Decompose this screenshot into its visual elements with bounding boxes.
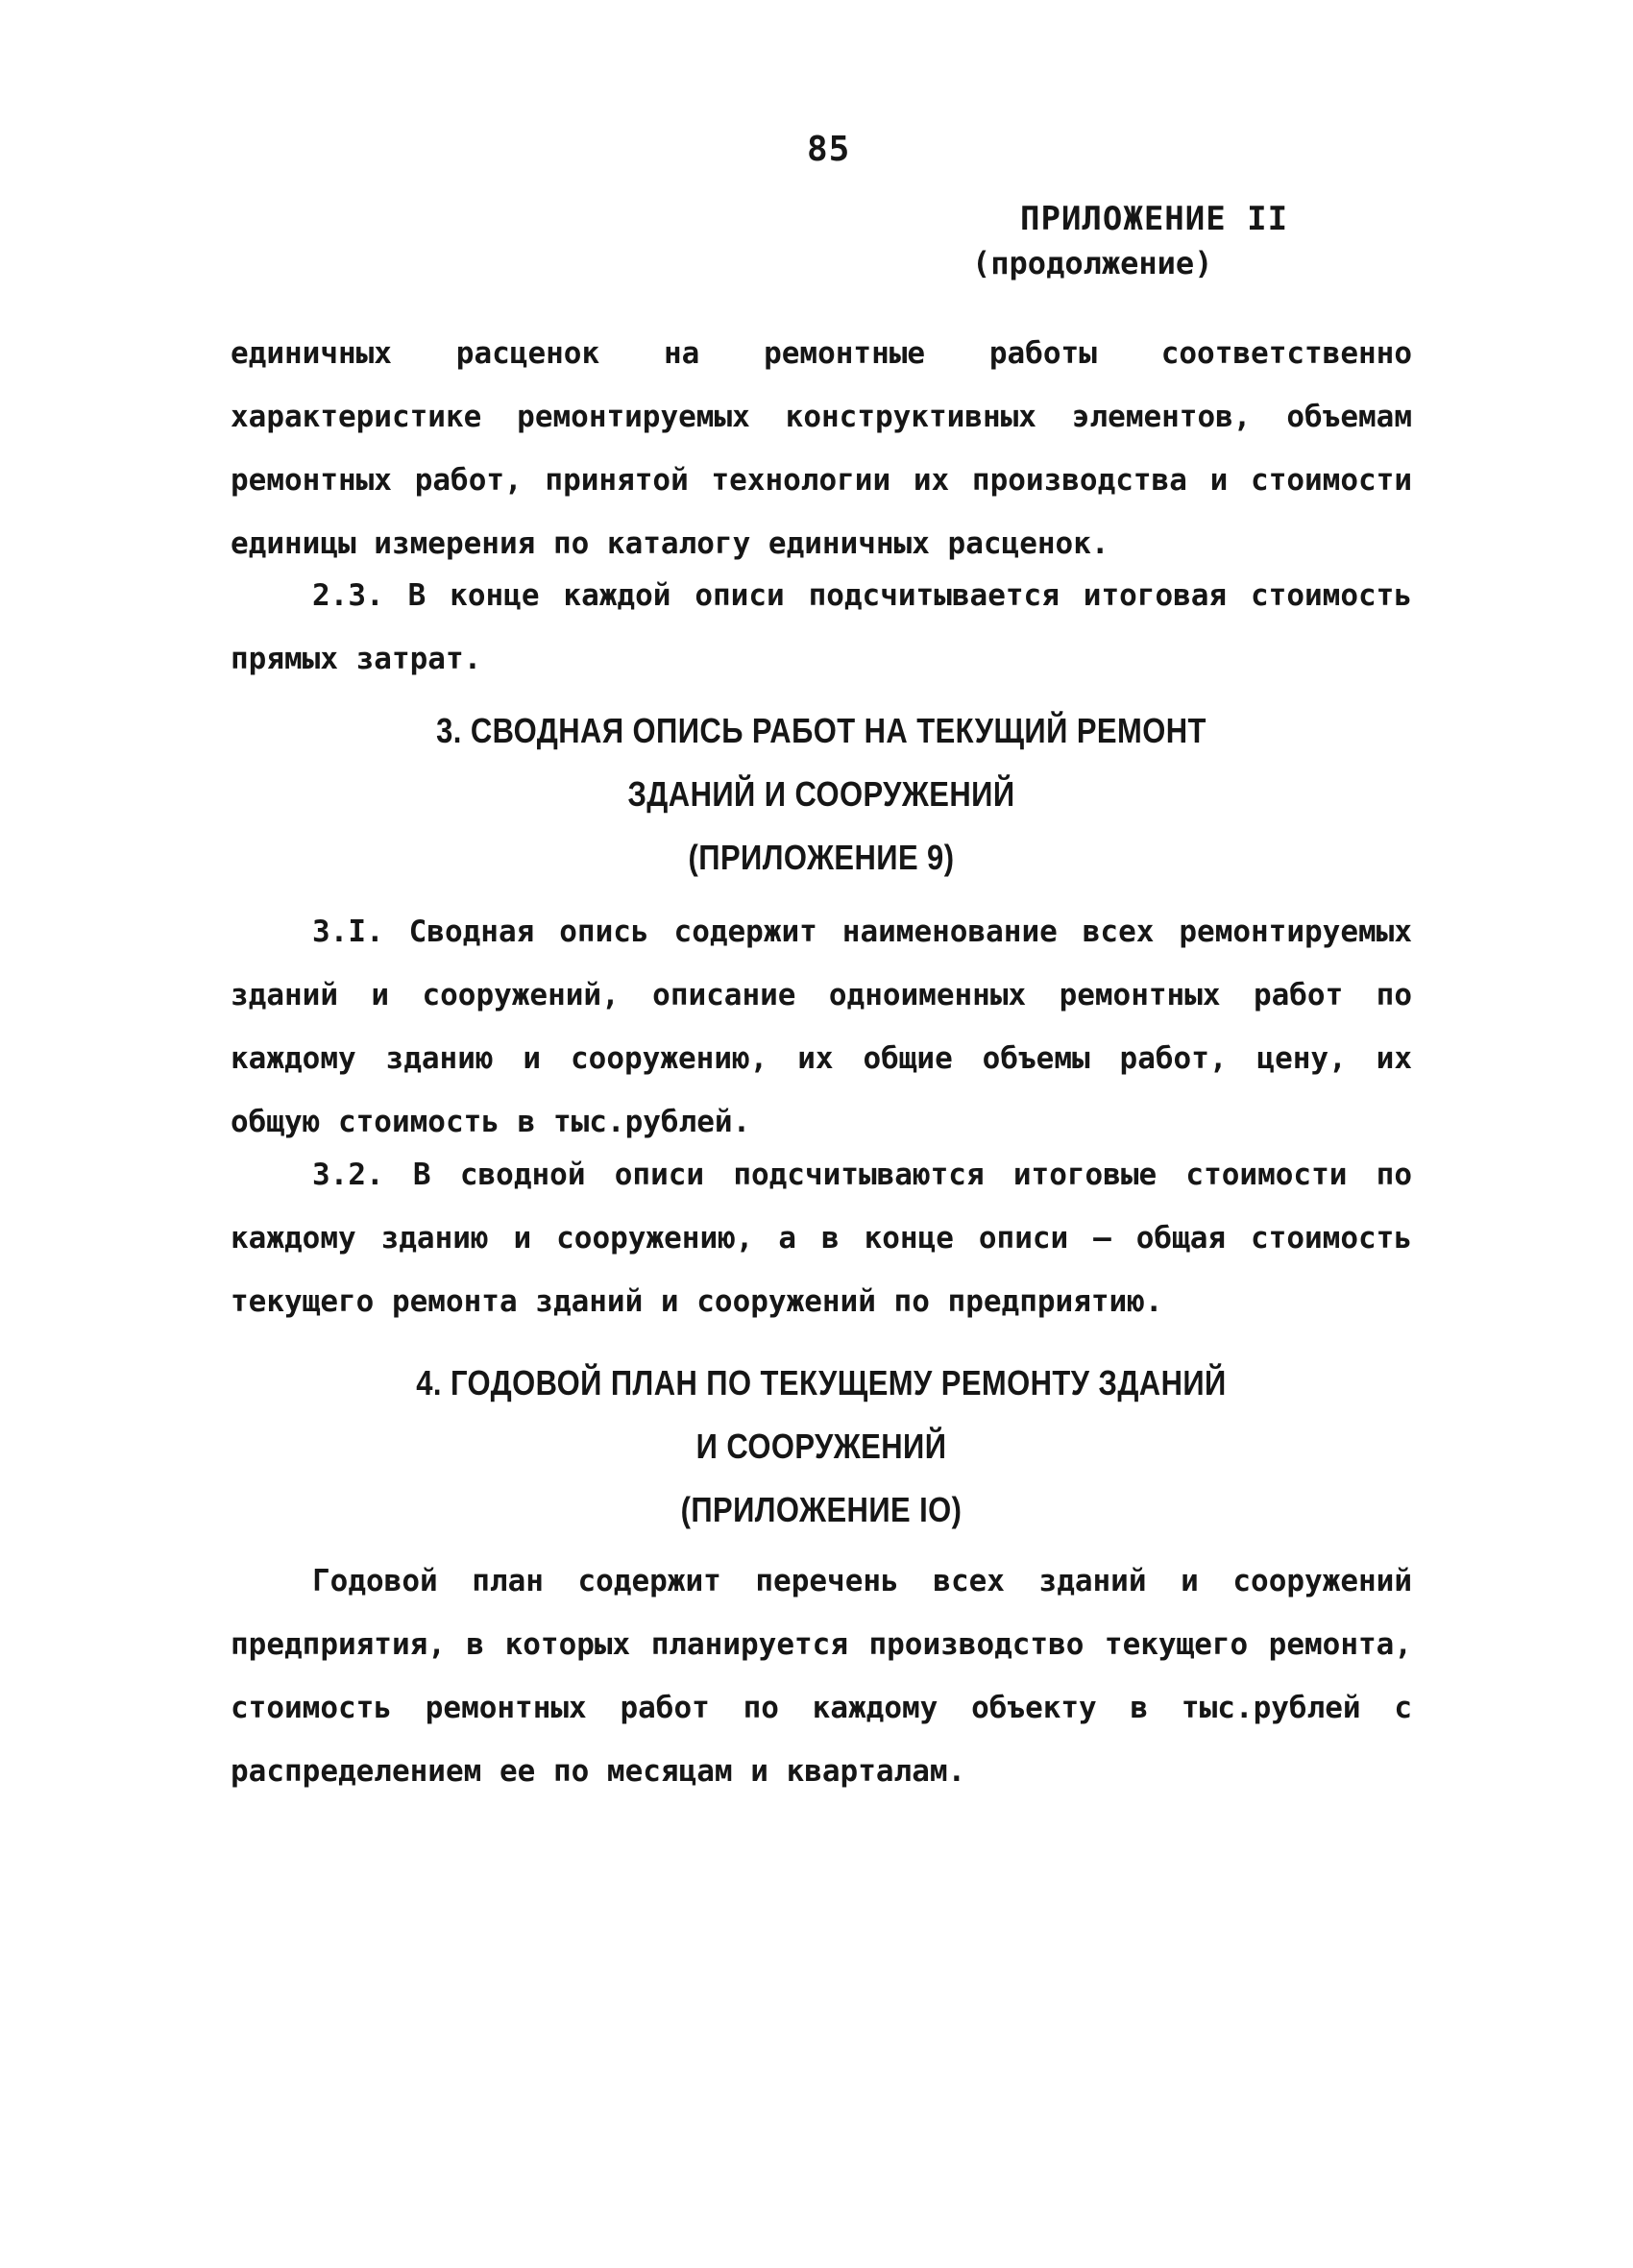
appendix-label: ПРИЛОЖЕНИЕ II <box>1020 200 1289 238</box>
page-number: 85 <box>807 130 851 169</box>
section-4-heading <box>313 1352 1329 1542</box>
section-3-heading-line-1: 3. СВОДНАЯ ОПИСЬ РАБОТ НА ТЕКУЩИЙ РЕМОНТ <box>436 711 1206 750</box>
paragraph-3-2: 3.2. В сводной описи подсчитываются итоговые стоимости по каждому зданию и сооружению, а в конце описи – общая стоимость текущего ремонта зданий и сооружений по предприятию. <box>231 1158 1412 1319</box>
paragraph-2-3: 2.3. В конце каждой описи подсчитывается итоговая стоимость прямых затрат. <box>231 578 1412 676</box>
section-3-heading <box>313 699 1329 890</box>
section-3-heading-line-3: (ПРИЛОЖЕНИЕ 9) <box>688 838 955 877</box>
intro-paragraph: единичных расценок на ремонтные работы соответственно характеристике ремонтируемых конструктивных элементов, объемам ремонтных работ, принятой технологии их производства и стоимости единицы измерения по каталогу единичных расценок. <box>231 336 1412 561</box>
section-4-heading-line-3: (ПРИЛОЖЕНИЕ IO) <box>680 1490 963 1529</box>
section-4-paragraph: Годовой план содержит перечень всех зданий и сооружений предприятия, в которых планируется производство текущего ремонта, стоимость ремонтных работ по каждому объекту в тыс.рублей с распределением ее по месяцам и кварталам. <box>231 1564 1412 1789</box>
appendix-continuation: (продолжение) <box>972 245 1213 281</box>
paragraph-3-1: 3.I. Сводная опись содержит наименование всех ремонтируемых зданий и сооружений, описание одноименных ремонтных работ по каждому зданию и сооружению, их общие объемы работ, цену, их общую стоимость в тыс.рублей. <box>231 915 1412 1139</box>
section-3-heading-line-2: ЗДАНИЙ И СООРУЖЕНИЙ <box>627 774 1015 814</box>
section-4-heading-line-2: И СООРУЖЕНИЙ <box>695 1427 947 1466</box>
section-4-heading-line-1: 4. ГОДОВОЙ ПЛАН ПО ТЕКУЩЕМУ РЕМОНТУ ЗДАНИЙ <box>416 1363 1227 1402</box>
